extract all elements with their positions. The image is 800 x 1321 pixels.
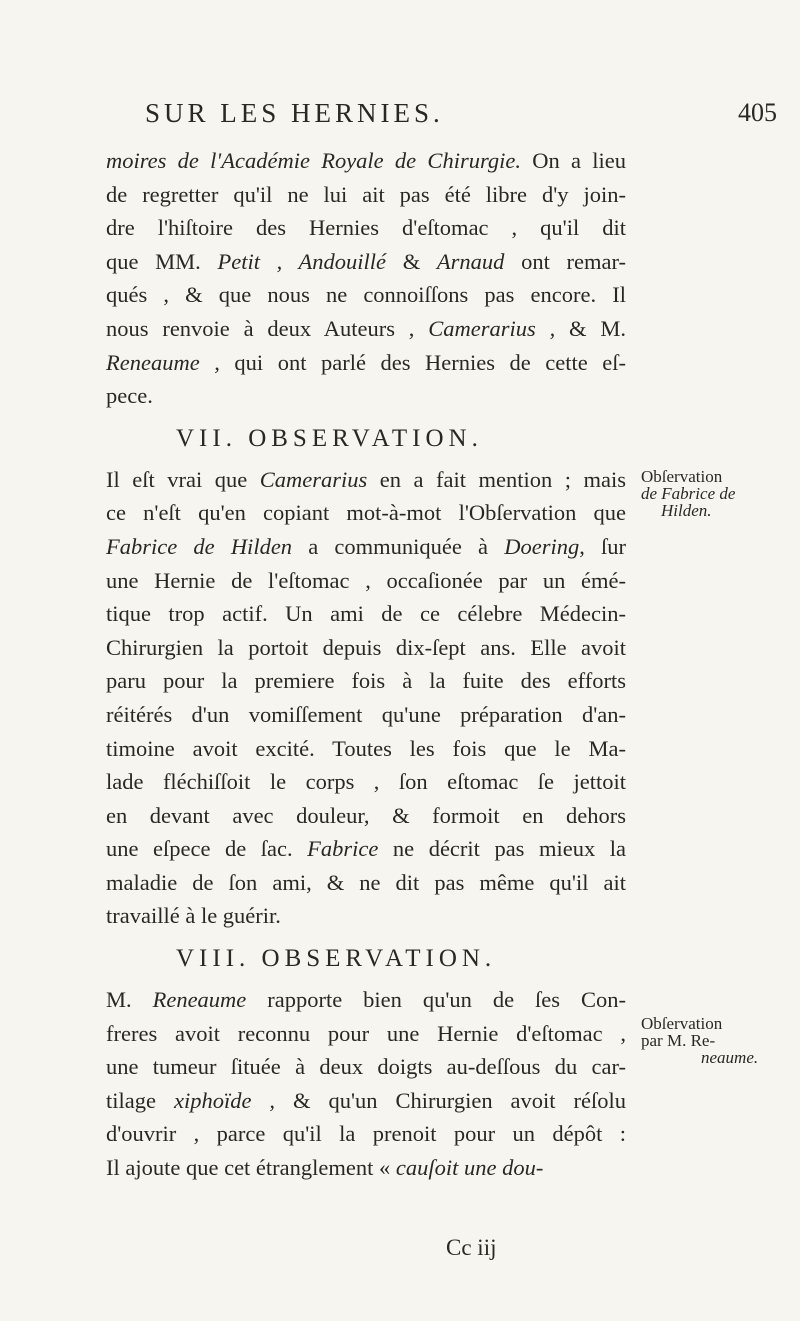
text-line: paru pour la premiere fois à la fuite des efforts <box>106 668 626 694</box>
text-line: Chirurgien la portoit depuis dix-ſept ans. Elle avoit <box>106 634 626 660</box>
running-title: SUR LES HERNIES. <box>145 98 444 128</box>
text-line: une tumeur ſituée à deux doigts au-deſſous du car- <box>106 1054 626 1080</box>
text-line: qués , & que nous ne connoiſſons pas encore. Il <box>106 282 626 308</box>
text-line: moires de l'Académie Royale de Chirurgie. On a lieu <box>106 148 626 173</box>
text-line: nous renvoie à deux Auteurs , Camerarius , & M. <box>106 315 626 341</box>
text-line: d'ouvrir , parce qu'il la prenoit pour un dépôt : <box>106 1121 626 1147</box>
text-line: réitérés d'un vomiſſement qu'une préparation d'an- <box>106 701 626 727</box>
text-line: tique trop actif. Un ami de ce célebre Médecin- <box>106 601 626 627</box>
text-line: Il ajoute que cet étranglement « cauſoit une dou- <box>106 1155 544 1181</box>
text-line: Fabrice de Hilden a communiquée à Doering, ſur <box>106 533 627 559</box>
margin-note-reneaume: Obſervation par M. Re- neaume. <box>641 1014 759 1067</box>
body-text <box>106 144 626 1185</box>
page-number: 405 <box>738 98 777 127</box>
observation-heading: VIII. OBSERVATION. <box>176 945 497 973</box>
text-line: de regretter qu'il ne lui ait pas été libre d'y join- <box>106 181 626 207</box>
text-line: ce n'eſt qu'en copiant mot-à-mot l'Obſervation que <box>106 500 626 526</box>
observation-heading: VII. OBSERVATION. <box>176 424 483 452</box>
text-line: Reneaume , qui ont parlé des Hernies de cette eſ- <box>106 349 627 375</box>
text-line: en devant avec douleur, & formoit en dehors <box>106 802 626 828</box>
text-line: une eſpece de ſac. Fabrice ne décrit pas mieux la <box>106 836 626 862</box>
signature-mark: Cc iij <box>446 1235 497 1260</box>
text-line: travaillé à le guérir. <box>106 903 281 929</box>
text-line: pece. <box>106 383 153 409</box>
text-line: maladie de ſon ami, & ne dit pas même qu'il ait <box>106 869 626 895</box>
text-line: M. Reneaume rapporte bien qu'un de ſes Con- <box>106 987 626 1013</box>
text-line: une Hernie de l'eſtomac , occaſionée par un émé- <box>106 567 626 593</box>
text-line: dre l'hiſtoire des Hernies d'eſtomac , qu'il dit <box>106 215 626 241</box>
margin-note-fabrice: Obſervation de Fabrice de Hilden. <box>641 467 736 520</box>
text-line: freres avoit reconnu pour une Hernie d'eſtomac , <box>106 1020 626 1046</box>
text-line: timoine avoit excité. Toutes les fois que le Ma- <box>106 735 626 761</box>
text-line: que MM. Petit , Andouillé & Arnaud ont remar- <box>106 248 626 274</box>
text-line: Il eſt vrai que Camerarius en a fait mention ; mais <box>106 466 626 492</box>
text-line: lade fléchiſſoit le corps , ſon eſtomac ſe jettoit <box>106 769 626 795</box>
text-line: tilage xiphoïde , & qu'un Chirurgien avoit réſolu <box>106 1087 626 1113</box>
